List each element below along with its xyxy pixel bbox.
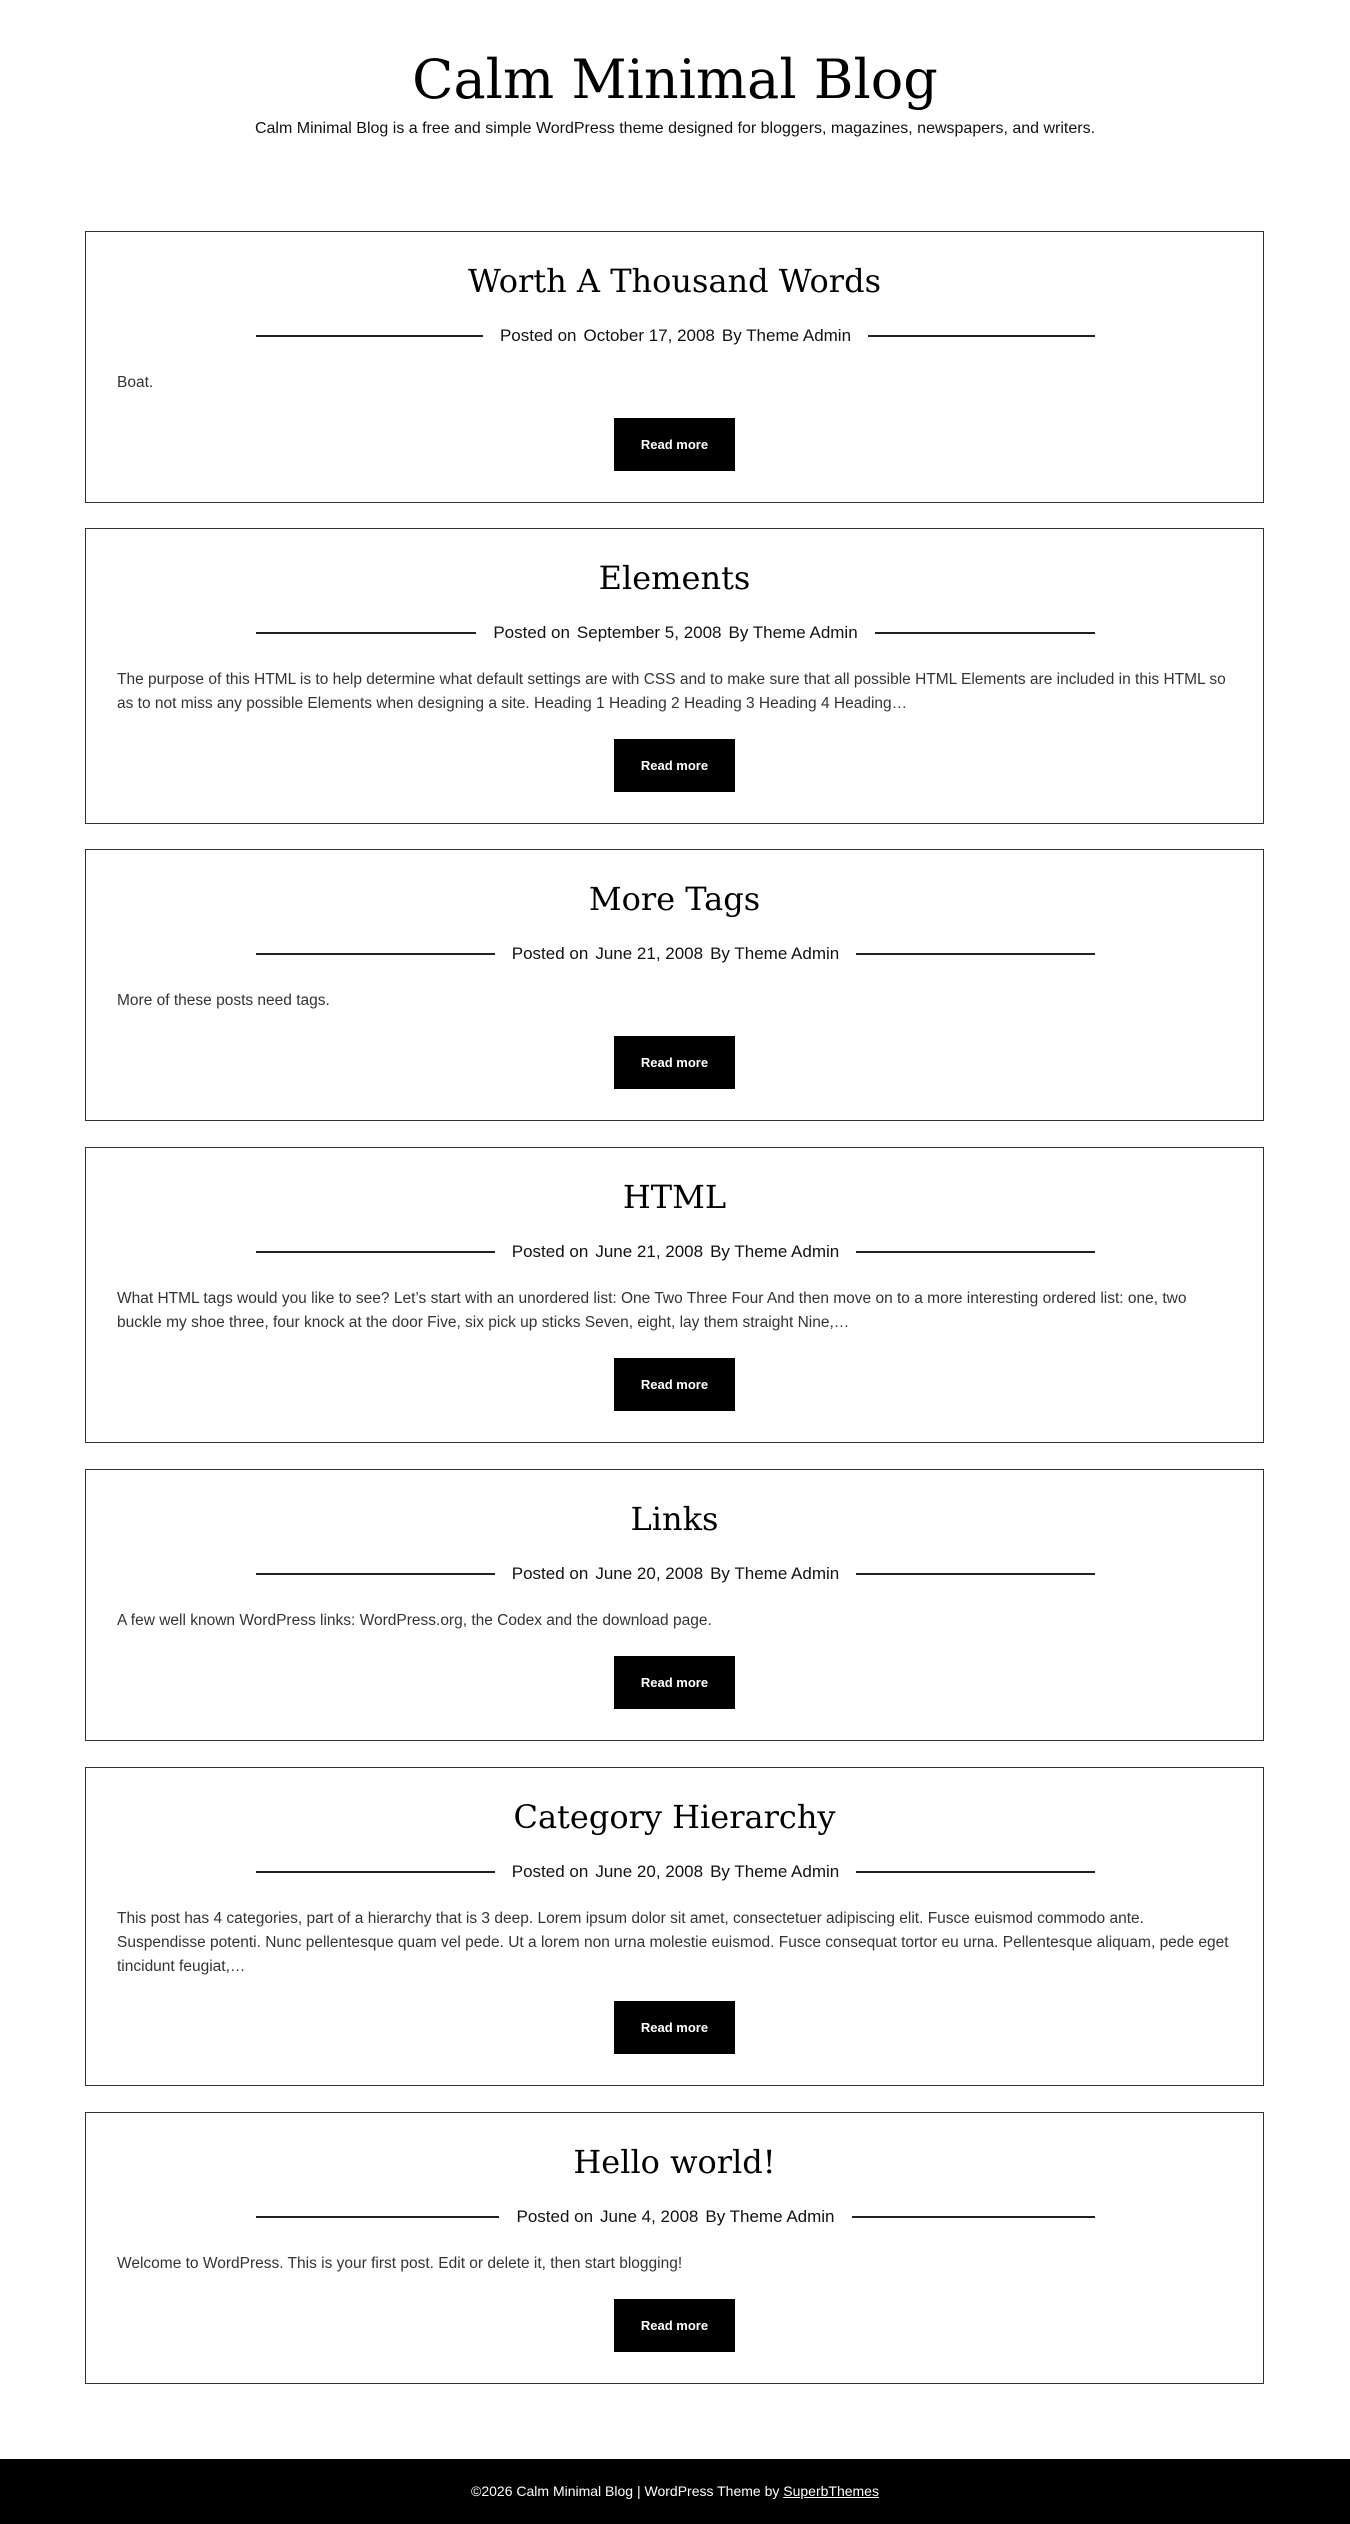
post-card: [85, 231, 1264, 503]
site-description: Calm Minimal Blog is a free and simple WordPress theme designed for bloggers, magazines, newspapers, and writers.: [254, 120, 1096, 137]
post-meta: [256, 2205, 1095, 2229]
meta-divider-left: [256, 1251, 495, 1253]
post-excerpt: More of these posts need tags.: [117, 992, 330, 1009]
meta-divider-left: [256, 335, 483, 337]
meta-divider-right: [856, 953, 1095, 955]
post-title[interactable]: Elements: [598, 559, 751, 597]
post-meta: [256, 942, 1095, 966]
post-excerpt: Welcome to WordPress. This is your first post. Edit or delete it, then start blogging!: [117, 2255, 683, 2272]
post-meta: [256, 621, 1095, 645]
meta-divider-left: [256, 632, 476, 634]
post-title[interactable]: Links: [630, 1500, 719, 1538]
post-card: [85, 2112, 1264, 2384]
post-date[interactable]: June 20, 2008: [595, 1564, 704, 1583]
by-label: By: [721, 326, 742, 345]
meta-divider-right: [875, 632, 1095, 634]
by-label: By: [710, 1242, 730, 1261]
meta-divider-left: [256, 1573, 495, 1575]
post-date[interactable]: June 21, 2008: [595, 1242, 704, 1261]
post-excerpt: A few well known WordPress links: WordPress.org, the Codex and the download page.: [117, 1612, 712, 1629]
by-label: By: [705, 2207, 726, 2226]
post-author[interactable]: Theme Admin: [752, 623, 858, 642]
post-excerpt: Boat.: [117, 374, 154, 391]
post-date[interactable]: September 5, 2008: [576, 623, 722, 642]
read-more-button[interactable]: Read more: [614, 1358, 735, 1411]
site-footer: [0, 2459, 1350, 2524]
site-title[interactable]: Calm Minimal Blog: [412, 48, 938, 111]
post-card: [85, 528, 1264, 824]
post-author[interactable]: Theme Admin: [729, 2207, 835, 2226]
read-more-button[interactable]: Read more: [614, 739, 735, 792]
post-meta: [256, 1860, 1095, 1884]
post-card: [85, 849, 1264, 1121]
meta-divider-left: [256, 953, 495, 955]
read-more-button[interactable]: Read more: [614, 2001, 735, 2054]
by-label: By: [710, 1862, 730, 1881]
post-date[interactable]: June 21, 2008: [595, 944, 704, 963]
post-date[interactable]: June 4, 2008: [600, 2207, 699, 2226]
post-card: [85, 1147, 1264, 1443]
post-title[interactable]: Category Hierarchy: [513, 1798, 836, 1836]
posted-on-label: Posted on: [511, 944, 589, 963]
post-author[interactable]: Theme Admin: [746, 326, 852, 345]
footer-credit-link[interactable]: SuperbThemes: [783, 2483, 879, 2499]
meta-divider-right: [868, 335, 1095, 337]
posted-on-label: Posted on: [511, 1564, 589, 1583]
post-card: [85, 1767, 1264, 2086]
posted-on-label: Posted on: [493, 623, 570, 642]
posted-on-label: Posted on: [516, 2207, 594, 2226]
by-label: By: [710, 944, 730, 963]
posted-on-label: Posted on: [499, 326, 577, 345]
post-title[interactable]: More Tags: [588, 880, 761, 918]
post-author[interactable]: Theme Admin: [734, 1242, 840, 1261]
by-label: By: [710, 1564, 730, 1583]
meta-divider-right: [852, 2216, 1095, 2218]
posted-on-label: Posted on: [511, 1862, 589, 1881]
post-title[interactable]: Hello world!: [573, 2143, 776, 2181]
meta-divider-left: [256, 2216, 499, 2218]
post-date[interactable]: October 17, 2008: [583, 326, 715, 345]
meta-divider-left: [256, 1871, 495, 1873]
post-author[interactable]: Theme Admin: [734, 1862, 840, 1881]
meta-divider-right: [856, 1871, 1095, 1873]
read-more-button[interactable]: Read more: [614, 1036, 735, 1089]
by-label: By: [728, 623, 749, 642]
footer-copyright: ©2026 Calm Minimal Blog | WordPress Theme by: [471, 2483, 780, 2499]
meta-divider-right: [856, 1573, 1095, 1575]
post-author[interactable]: Theme Admin: [734, 1564, 840, 1583]
post-excerpt: The purpose of this HTML is to help determine what default settings are with CSS and to make sure that all possible HTML Elements are included in this HTML so as to not miss any possible Elements when designing a site. Heading 1 Heading 2 Heading 3 Heading 4 Heading…: [117, 671, 1226, 712]
post-title[interactable]: Worth A Thousand Words: [468, 262, 881, 300]
post-meta: [256, 324, 1095, 348]
meta-divider-right: [856, 1251, 1095, 1253]
post-title[interactable]: HTML: [622, 1178, 727, 1216]
post-excerpt: This post has 4 categories, part of a hierarchy that is 3 deep. Lorem ipsum dolor sit amet, consectetuer adipiscing elit. Fusce euismod commodo ante. Suspendisse potenti. Nunc pellentesque quam vel pede. Ut a lorem non urna molestie euismod. Fusce consequat tortor eu urna. Pellentesque aliquam, pede eget tincidunt feugiat,…: [117, 1910, 1229, 1975]
read-more-button[interactable]: Read more: [614, 2299, 735, 2352]
post-excerpt: What HTML tags would you like to see? Let’s start with an unordered list: One Two Three Four And then move on to a more interesting ordered list: one, two buckle my shoe three, four knock at the door Five, six pick up sticks Seven, eight, lay them straight Nine,…: [117, 1290, 1187, 1331]
post-card: [85, 1469, 1264, 1741]
post-meta: [256, 1562, 1095, 1586]
post-date[interactable]: June 20, 2008: [595, 1862, 704, 1881]
posted-on-label: Posted on: [511, 1242, 589, 1261]
read-more-button[interactable]: Read more: [614, 1656, 735, 1709]
post-meta: [256, 1240, 1095, 1264]
post-author[interactable]: Theme Admin: [734, 944, 840, 963]
read-more-button[interactable]: Read more: [614, 418, 735, 471]
